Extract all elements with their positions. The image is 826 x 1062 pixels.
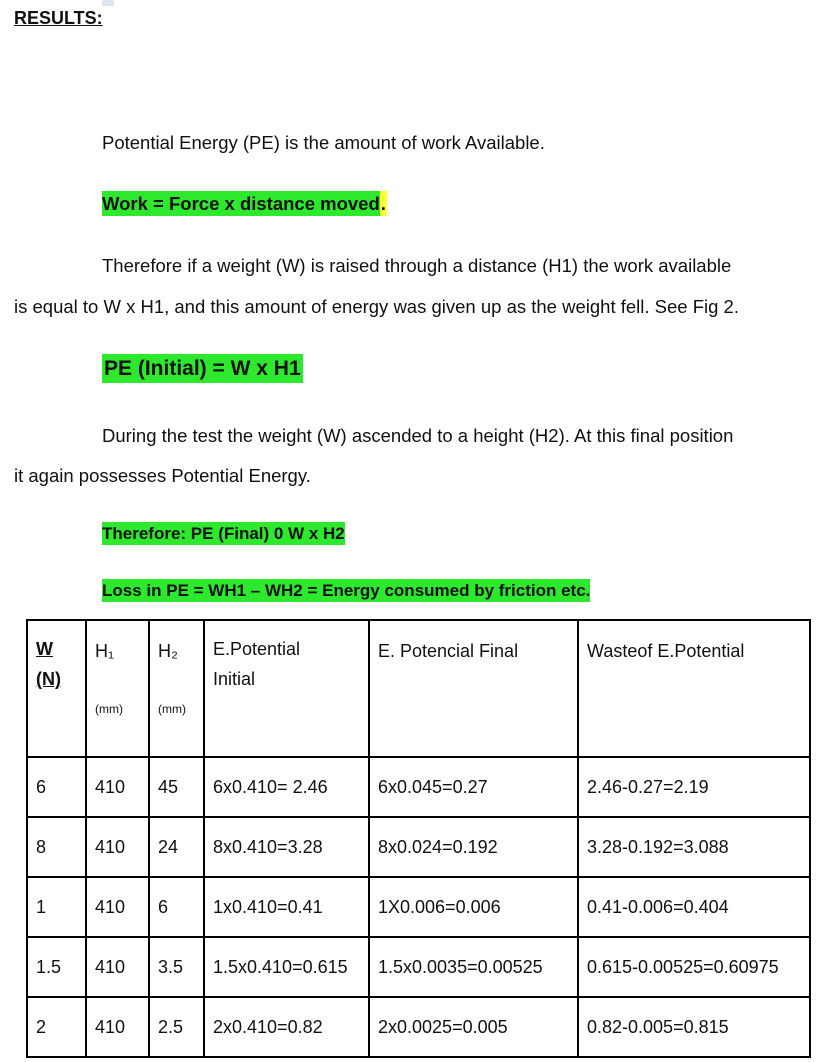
cell-waste: 0.615-0.00525=0.60975 [578, 937, 810, 997]
paragraph-raise-line1: Therefore if a weight (W) is raised through a distance (H1) the work available [102, 255, 732, 276]
header-w-label: W [36, 639, 53, 659]
table-row [27, 937, 810, 997]
cell-h2: 2.5 [149, 997, 204, 1057]
table-row [27, 817, 810, 877]
formula-loss-pe-text: Loss in PE = WH1 – WH2 = Energy consumed by friction etc. [102, 581, 591, 600]
header-waste [578, 620, 810, 757]
results-table [26, 619, 811, 1058]
paragraph-ascend-line1: During the test the weight (W) ascended to a height (H2). At this final position [102, 425, 734, 446]
cell-waste: 0.82-0.005=0.815 [578, 997, 810, 1057]
cell-waste: 2.46-0.27=2.19 [578, 757, 810, 817]
header-h1 [86, 620, 149, 757]
header-h2 [149, 620, 204, 757]
cell-h1: 410 [86, 997, 149, 1057]
formula-work-text: Work = Force x distance moved [102, 193, 380, 214]
cell-ep-final: 1X0.006=0.006 [369, 877, 578, 937]
cell-w: 8 [27, 817, 86, 877]
selection-mark [102, 0, 114, 6]
header-ep-final [369, 620, 578, 757]
cell-ep-final: 2x0.0025=0.005 [369, 997, 578, 1057]
formula-pe-initial [102, 359, 303, 379]
cell-ep-initial: 8x0.410=3.28 [204, 817, 369, 877]
header-h1-unit: (mm) [95, 702, 123, 716]
header-ep-initial-line2: Initial [213, 669, 256, 689]
formula-work [102, 194, 387, 214]
header-w-unit: (N) [36, 669, 61, 689]
header-h2-label: H₂ [158, 641, 178, 661]
paragraph-ascend-line2: it again possesses Potential Energy. [14, 465, 311, 486]
cell-ep-final: 1.5x0.0035=0.00525 [369, 937, 578, 997]
cell-ep-initial: 1.5x0.410=0.615 [204, 937, 369, 997]
formula-pe-initial-text: PE (Initial) = W x H1 [102, 354, 303, 383]
table-row [27, 757, 810, 817]
header-ep-initial-line1: E.Potential [213, 639, 301, 659]
cell-h1: 410 [86, 937, 149, 997]
cell-h1: 410 [86, 877, 149, 937]
header-ep-final-label: E. Potencial Final [378, 641, 519, 661]
table-row [27, 997, 810, 1057]
formula-pe-final-text: Therefore: PE (Final) 0 W x H2 [102, 524, 345, 543]
cell-ep-final: 6x0.045=0.27 [369, 757, 578, 817]
cell-ep-final: 8x0.024=0.192 [369, 817, 578, 877]
cell-waste: 3.28-0.192=3.088 [578, 817, 810, 877]
cell-h1: 410 [86, 757, 149, 817]
cell-h1: 410 [86, 817, 149, 877]
cell-h2: 24 [149, 817, 204, 877]
cell-h2: 45 [149, 757, 204, 817]
cell-waste: 0.41-0.006=0.404 [578, 877, 810, 937]
cell-w: 1 [27, 877, 86, 937]
cell-w: 6 [27, 757, 86, 817]
cell-w: 1.5 [27, 937, 86, 997]
header-w [27, 620, 86, 757]
cell-ep-initial: 2x0.410=0.82 [204, 997, 369, 1057]
cell-w: 2 [27, 997, 86, 1057]
formula-loss-pe [102, 581, 590, 601]
paragraph-pe-definition: Potential Energy (PE) is the amount of work Available. [102, 132, 545, 153]
paragraph-raise-line2: is equal to W x H1, and this amount of energy was given up as the weight fell. See Fig 2. [14, 296, 739, 317]
cell-h2: 3.5 [149, 937, 204, 997]
header-h2-unit: (mm) [158, 702, 186, 716]
formula-pe-final [102, 524, 345, 544]
cell-h2: 6 [149, 877, 204, 937]
header-h1-label: H₁ [95, 641, 115, 661]
formula-work-period: . [380, 193, 386, 214]
cell-ep-initial: 6x0.410= 2.46 [204, 757, 369, 817]
cell-ep-initial: 1x0.410=0.41 [204, 877, 369, 937]
table-header-row [27, 620, 810, 757]
header-waste-label: Wasteof E.Potential [587, 641, 745, 661]
header-ep-initial [204, 620, 369, 757]
table-row [27, 877, 810, 937]
results-heading: RESULTS: [14, 8, 103, 28]
